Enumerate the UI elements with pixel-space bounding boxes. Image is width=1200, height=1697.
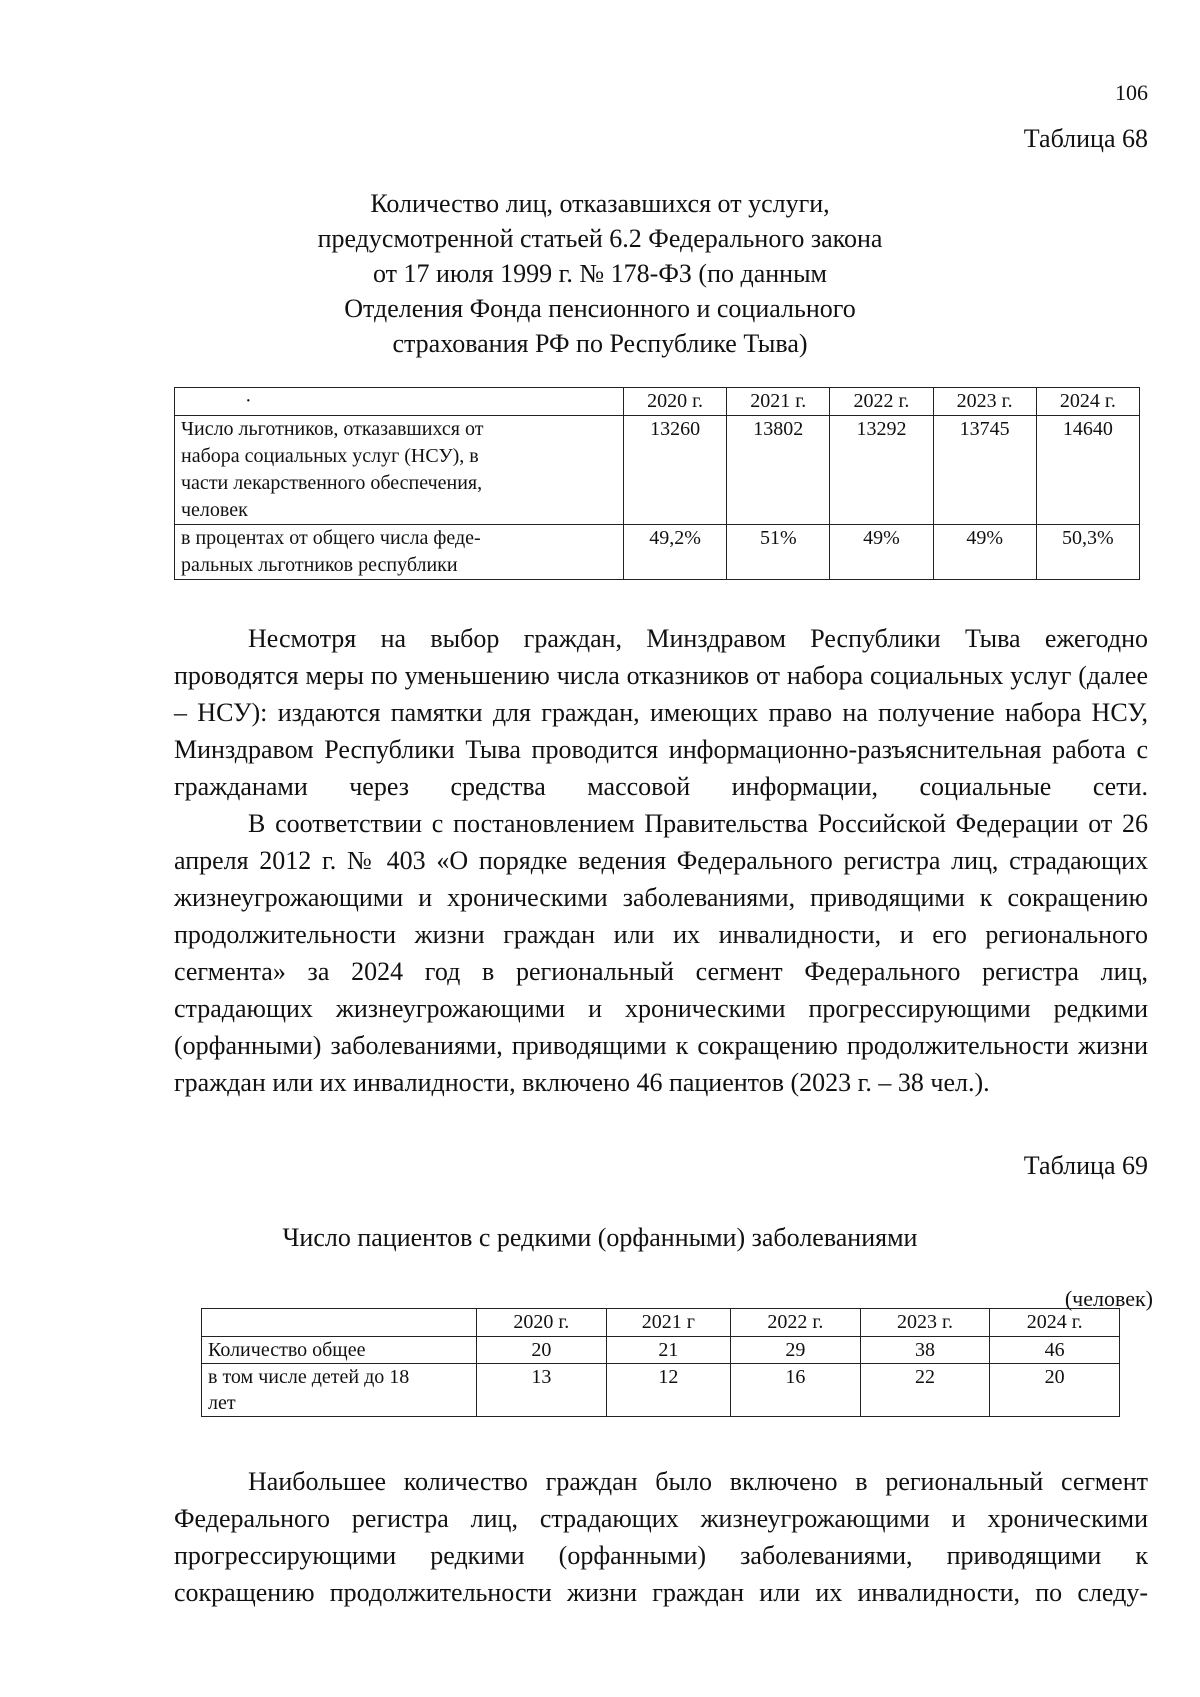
table-69-title: Число пациентов с редкими (орфанными) заболеваниями [282, 1223, 918, 1252]
table-cell: 22 [860, 1364, 990, 1417]
table-cell: 49,2% [624, 525, 727, 580]
table-row [202, 1337, 1120, 1364]
table-cell: 21 [606, 1337, 730, 1364]
row-label-cell [202, 1364, 477, 1417]
table-cell: 29 [731, 1337, 861, 1364]
row-label-line: в процентах от общего числа феде- [181, 527, 481, 549]
table-header-cell: 2022 г. [731, 1309, 861, 1337]
table-header-cell [202, 1309, 477, 1337]
row-label-line: лет [208, 1392, 236, 1414]
table-header-cell: 2024 г. [990, 1309, 1120, 1337]
row-label-cell [175, 416, 624, 525]
table-header-cell: 2021 г [606, 1309, 730, 1337]
table-69-label: Таблица 69 [1023, 1151, 1148, 1180]
table-68-title-line: Отделения Фонда пенсионного и социального [344, 294, 856, 323]
table-header-cell: 2023 г. [933, 388, 1036, 416]
body-text-section-2 [174, 1463, 1148, 1611]
table-68-title-line: страхования РФ по Республике Тыва) [392, 329, 808, 358]
row-label-line: Количество общее [208, 1339, 366, 1361]
table-cell: 16 [731, 1364, 861, 1417]
table-cell: 13 [477, 1364, 607, 1417]
paragraph: Наибольшее количество граждан было включено в региональный сегмент Федерального регистра лиц, страдающих жизнеугрожающими и хроническими прогрессирующими редкими (орфанными) заболеваниями, приводящими к сокращению продолжительности жизни граждан или их инвалидности, по следу- [174, 1467, 1148, 1607]
table-cell: 13260 [624, 416, 727, 525]
table-row [175, 416, 1140, 525]
row-label-line: Число льготников, отказавшихся от [181, 418, 484, 440]
paragraph: В соответствии с постановлением Правительства Российской Федерации от 26 апреля 2012 г. № 403 «О порядке ведения Федерального регистра лиц, страдающих жизнеугрожающими и хроническими заболеваниями, приводящими к сокращению продолжительности жизни граждан или их инвалидности, и его регионального сегмента» за 2024 год в региональный сегмент Федерального регистра лиц, страдающих жизнеугрожающими и хроническими прогрессирующими редкими (орфанными) заболеваниями, приводящими к сокращению продолжительности жизни граждан или их инвалидности, включено 46 пациентов (2023 г. – 38 чел.). [174, 809, 1148, 1097]
table-header-cell: 2023 г. [860, 1309, 990, 1337]
row-label-line: части лекарственного обеспечения, [181, 472, 483, 494]
table-header-cell: 2020 г. [624, 388, 727, 416]
table-header-cell: 2024 г. [1036, 388, 1139, 416]
row-label-line: в том числе детей до 18 [208, 1366, 410, 1388]
table-68-title [150, 186, 1050, 361]
table-header-row [175, 388, 1140, 416]
body-text-section-1 [174, 620, 1148, 1101]
table-cell: 20 [990, 1364, 1120, 1417]
table-68-title-line: Количество лиц, отказавшихся от услуги, [370, 189, 830, 218]
table-header-cell: · [175, 388, 624, 416]
table-69-unit-note: (человек) [1064, 1286, 1153, 1311]
page-number: 106 [1115, 80, 1148, 105]
table-row [175, 525, 1140, 580]
table-68-title-line: от 17 июля 1999 г. № 178-ФЗ (по данным [373, 259, 827, 288]
table-cell: 20 [477, 1337, 607, 1364]
table-cell: 51% [727, 525, 830, 580]
table-cell: 50,3% [1036, 525, 1139, 580]
table-cell: 13802 [727, 416, 830, 525]
table-69 [201, 1308, 1120, 1417]
table-cell: 49% [933, 525, 1036, 580]
table-header-row [202, 1309, 1120, 1337]
table-cell: 13745 [933, 416, 1036, 525]
row-label-line: набора социальных услуг (НСУ), в [181, 445, 479, 467]
row-label-cell [202, 1337, 477, 1364]
paragraph: Несмотря на выбор граждан, Минздравом Республики Тыва ежегодно проводятся меры по уменьшению числа отказников от набора социальных услуг (далее – НСУ): издаются памятки для граждан, имеющих право на получение набора НСУ, Минздравом Республики Тыва проводится информационно-разъяснительная работа с гражданами через средства массовой информации, социальные сети. [174, 624, 1148, 801]
table-cell: 14640 [1036, 416, 1139, 525]
table-header-cell: 2020 г. [477, 1309, 607, 1337]
table-cell: 46 [990, 1337, 1120, 1364]
table-68-title-line: предусмотренной статьей 6.2 Федерального закона [317, 224, 883, 253]
table-header-cell: 2022 г. [830, 388, 933, 416]
table-68 [174, 387, 1140, 580]
table-header-cell: 2021 г. [727, 388, 830, 416]
table-68-label: Таблица 68 [1023, 124, 1148, 153]
table-cell: 49% [830, 525, 933, 580]
row-label-line: ральных льготников республики [181, 554, 458, 576]
table-cell: 12 [606, 1364, 730, 1417]
row-label-line: человек [181, 499, 248, 521]
table-row [202, 1364, 1120, 1417]
table-cell: 13292 [830, 416, 933, 525]
table-cell: 38 [860, 1337, 990, 1364]
row-label-cell [175, 525, 624, 580]
